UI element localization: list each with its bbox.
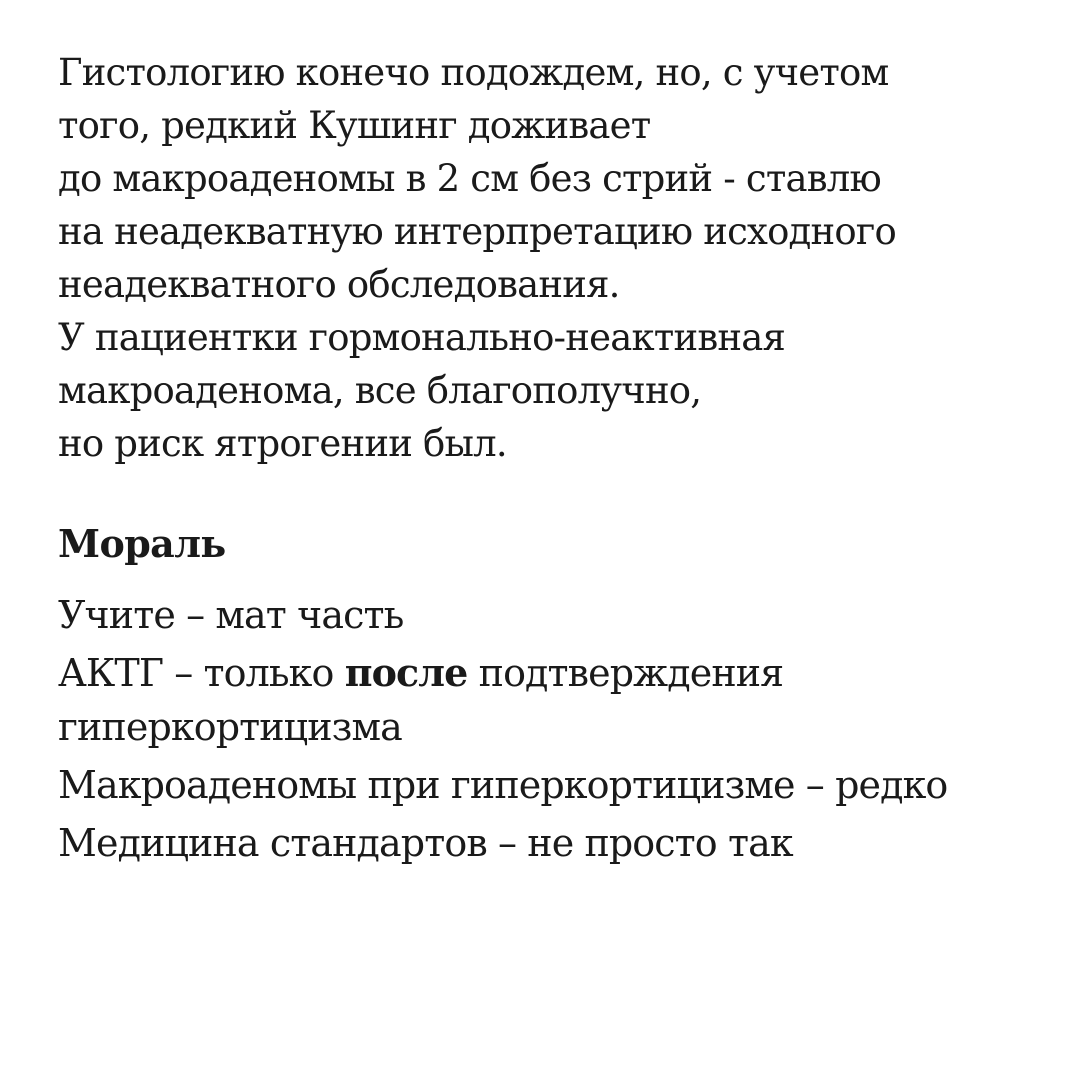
intro-line-6: У пациентки гормонально-неактивная <box>58 316 786 359</box>
moral-item-text: Макроаденомы при гиперкортицизме – редко <box>58 763 948 807</box>
moral-item-acth-emphasis: после <box>344 650 468 695</box>
moral-item-standards <box>58 816 1048 870</box>
intro-line-8: но риск ятрогении был. <box>58 422 507 465</box>
moral-heading: Мораль <box>58 521 226 566</box>
intro-line-3: до макроаденомы в 2 см без стрий - ставлю <box>58 157 881 200</box>
intro-line-5: неадекватного обследования. <box>58 263 620 306</box>
moral-item-study-basics <box>58 588 1048 642</box>
moral-item-acth <box>58 646 1048 754</box>
intro-line-4: на неадекватную интерпретацию исходного <box>58 210 896 253</box>
moral-item-acth-before: АКТГ – только <box>58 651 345 695</box>
moral-item-text: Медицина стандартов – не просто так <box>58 821 793 865</box>
moral-item-acth-after: подтверждения <box>467 651 784 695</box>
moral-item-acth-line-1 <box>58 646 1048 700</box>
moral-item-macroadenomas <box>58 758 1048 812</box>
moral-item-acth-line-2: гиперкортицизма <box>58 705 402 749</box>
moral-list <box>58 588 1048 870</box>
intro-line-1: Гистологию конечо подождем, но, с учетом <box>58 51 889 94</box>
moral-item-text: Учите – мат часть <box>58 593 404 637</box>
intro-line-2: того, редкий Кушинг доживает <box>58 104 651 147</box>
intro-line-7: макроаденома, все благополучно, <box>58 369 702 412</box>
intro-paragraph <box>58 46 1038 470</box>
